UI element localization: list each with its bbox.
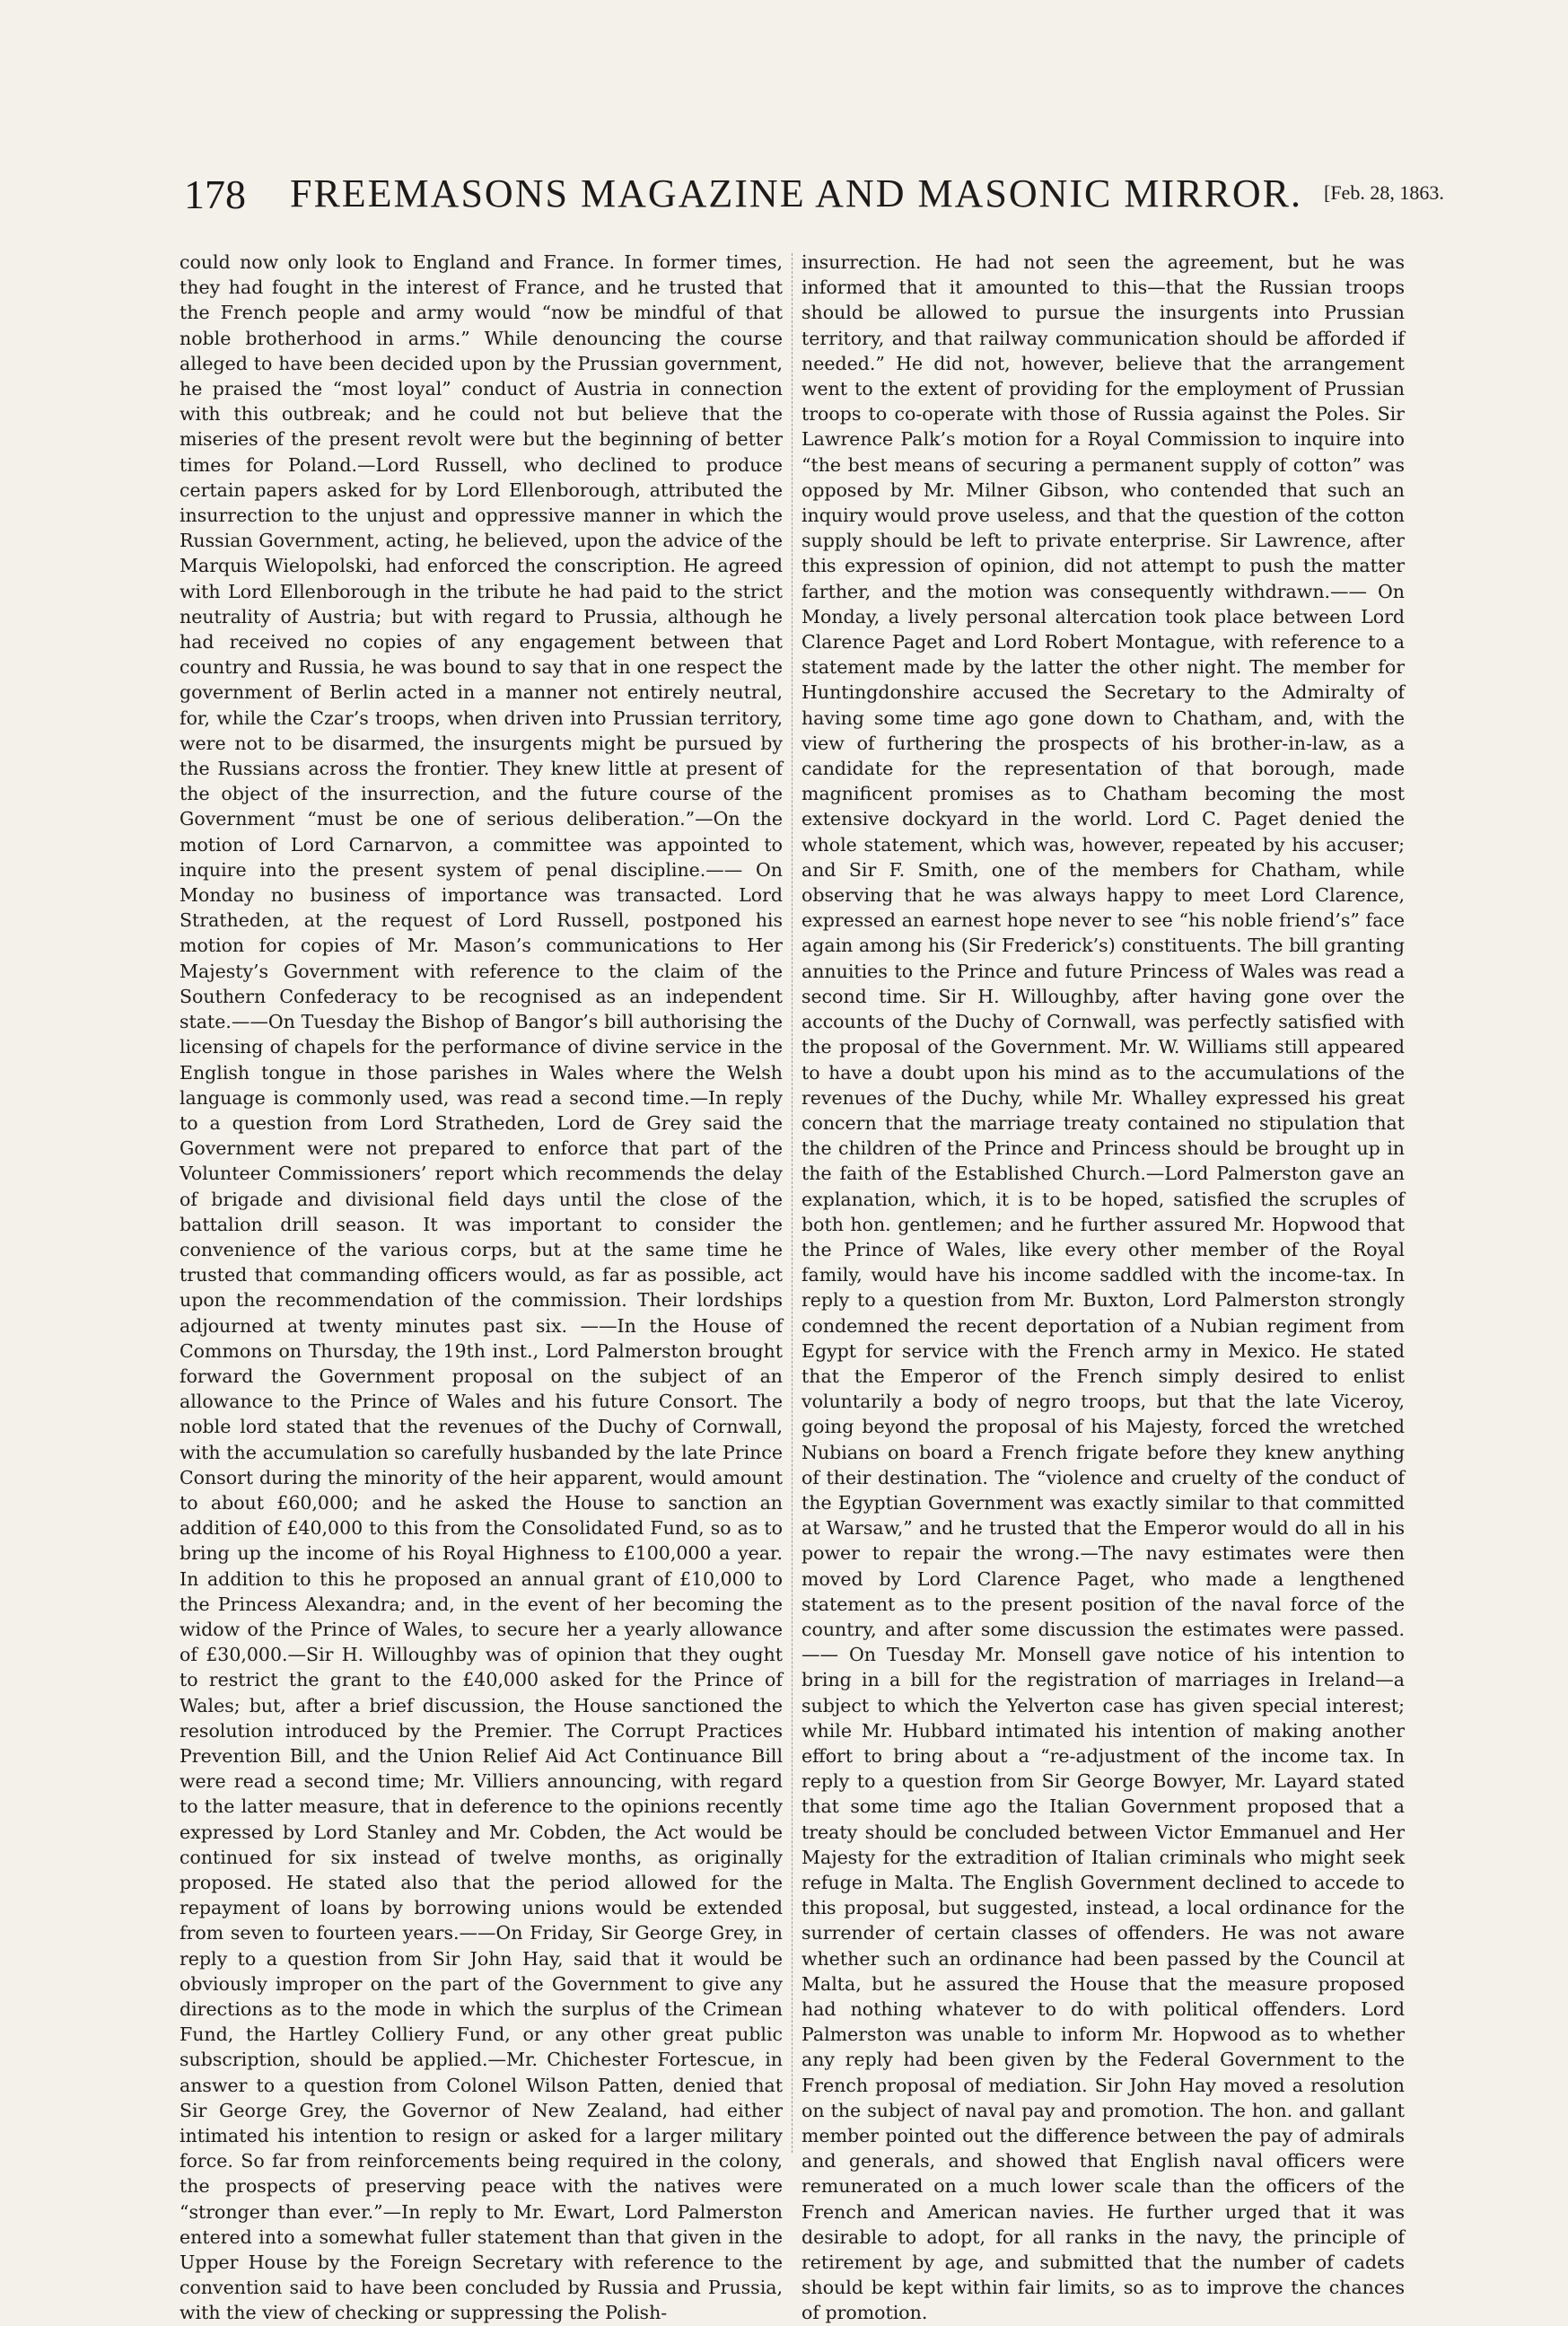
masthead-title: FREEMASONS MAGAZINE AND MASONIC MIRROR. [289,171,1302,215]
left-column [180,250,783,2324]
page-header [0,171,1568,224]
issue-date: [Feb. 28, 1863. [1324,181,1444,204]
right-column-text: insurrection. He had not seen the agreement, but he was informed that it amounted to this—that the Russian troops should be allowed to pursue the insurgents into Prussian territory, and that railway communication should be afforded if needed.” He did not, however, believe that the arrangement went to the extent of providing for the employment of Prussian troops to co-operate with those of Russia against the Poles. Sir Lawrence Palk’s motion for a Royal Commission to inquire into “the best means of securing a permanent supply of cotton” was opposed by Mr. Milner Gibson, who contended that such an inquiry would prove useless, and that the question of the cotton supply should be left to private enterprise. Sir Lawrence, after this expression of opinion, did not attempt to push the matter farther, and the motion was consequently withdrawn.—— On Monday, a lively personal altercation took place between Lord Clarence Paget and Lord Robert Montague, with reference to a statement made by the latter the other night. The member for Huntingdonshire accused the Secretary to the Admiralty of having some time ago gone down to Chatham, and, with the view of furthering the prospects of his brother-in-law, as a candidate for the representation of that borough, made magnificent promises as to Chatham becoming the most extensive dockyard in the world. Lord C. Paget denied the whole statement, which was, however, repeated by his accuser; and Sir F. Smith, one of the members for Chatham, while observing that he was always happy to meet Lord Clarence, expressed an earnest hope never to see “his noble friend’s” face again among his (Sir Frederick’s) constituents. The bill granting annuities to the Prince and future Princess of Wales was read a second time. Sir H. Willoughby, after having gone over the accounts of the Duchy of Cornwall, was perfectly satisfied with the proposal of the Government. Mr. W. Williams still appeared to have a doubt upon his mind as to the accumulations of the revenues of the Duchy, while Mr. Whalley expressed his great concern that the marriage treaty contained no stipulation that the children of the Prince and Princess should be brought up in the faith of the Established Church.—Lord Palmerston gave an explanation, which, it is to be hoped, satisfied the scruples of both hon. gentlemen; and he further assured Mr. Hopwood that the Prince of Wales, like every other member of the Royal family, would have his income saddled with the income-tax. In reply to a question from Mr. Buxton, Lord Palmerston strongly condemned the recent deportation of a Nubian regiment from Egypt for service with the French army in Mexico. He stated that the Emperor of the French simply desired to enlist voluntarily a body of negro troops, but that the late Viceroy, going beyond the proposal of his Majesty, forced the wretched Nubians on board a French frigate before they knew anything of their destination. The “violence and cruelty of the conduct of the Egyptian Government was exactly similar to that committed at Warsaw,” and he trusted that the Emperor would do all in his power to repair the wrong.—The navy estimates were then moved by Lord Clarence Paget, who made a lengthened statement as to the present position of the naval force of the country, and after some discussion the estimates were passed.—— On Tuesday Mr. Monsell gave notice of his intention to bring in a bill for the registration of marriages in Ireland—a subject to which the Yelverton case has given special interest; while Mr. Hubbard intimated his intention of making another effort to bring about a “re-adjustment of the income tax. In reply to a question from Sir George Bowyer, Mr. Layard stated that some time ago the Italian Government proposed that a treaty should be concluded between Victor Emmanuel and Her Majesty for the extradition of Italian criminals who might seek refuge in Malta. The English Government declined to accede to this proposal, but suggested, instead, a local ordinance for the surrender of certain classes of offenders. He was not aware whether such an ordinance had been passed by the Council at Malta, but he assured the House that the measure proposed had nothing whatever to do with political offenders. Lord Palmerston was unable to inform Mr. Hopwood as to whether any reply had been given by the Federal Government to the French proposal of mediation. Sir John Hay moved a resolution on the subject of naval pay and promotion. The hon. and gallant member pointed out the difference between the pay of admirals and generals, and showed that English naval officers were remunerated on a much lower scale than the officers of the French and American navies. He further urged that it was desirable to adopt, for all ranks in the navy, the principle of retirement by age, and submitted that the number of cadets should be kept within fair limits, so as to improve the chances of promotion. [802,251,1405,2324]
page-number: 178 [184,171,246,217]
left-column-text: could now only look to England and France. In former times, they had fought in the interest of France, and he trusted that the French people and army would “now be mindful of that noble brotherhood in arms.” While denouncing the course alleged to have been decided upon by the Prussian government, he praised the “most loyal” conduct of Austria in connection with this outbreak; and he could not but believe that the miseries of the present revolt were but the beginning of better times for Poland.—Lord Russell, who declined to produce certain papers asked for by Lord Ellenborough, attributed the insurrection to the unjust and oppressive manner in which the Russian Government, acting, he believed, upon the advice of the Marquis Wielopolski, had enforced the conscription. He agreed with Lord Ellenborough in the tribute he had paid to the strict neutrality of Austria; but with regard to Prussia, although he had received no copies of any engagement between that country and Russia, he was bound to say that in one respect the government of Berlin acted in a manner not entirely neutral, for, while the Czar’s troops, when driven into Prussian territory, were not to be disarmed, the insurgents might be pursued by the Russians across the frontier. They knew little at present of the object of the insurrection, and the future course of the Government “must be one of serious deliberation.”—On the motion of Lord Carnarvon, a committee was appointed to inquire into the present system of penal discipline.—— On Monday no business of importance was transacted. Lord Stratheden, at the request of Lord Russell, postponed his motion for copies of Mr. Mason’s communications to Her Majesty’s Government with reference to the claim of the Southern Confederacy to be recognised as an independent state.——On Tuesday the Bishop of Bangor’s bill authorising the licensing of chapels for the performance of divine service in the English tongue in those parishes in Wales where the Welsh language is commonly used, was read a second time.—In reply to a question from Lord Stratheden, Lord de Grey said the Government were not prepared to enforce that part of the Volunteer Commissioners’ report which recommends the delay of brigade and divisional field days until the close of the battalion drill season. It was important to consider the convenience of the various corps, but at the same time he trusted that commanding officers would, as far as possible, act upon the recommendation of the commission. Their lordships adjourned at twenty minutes past six. ——In the House of Commons on Thursday, the 19th inst., Lord Palmerston brought forward the Government proposal on the subject of an allowance to the Prince of Wales and his future Consort. The noble lord stated that the revenues of the Duchy of Cornwall, with the accumulation so carefully husbanded by the late Prince Consort during the minority of the heir apparent, would amount to about £60,000; and he asked the House to sanction an addition of £40,000 to this from the Consolidated Fund, so as to bring up the income of his Royal Highness to £100,000 a year. In addition to this he proposed an annual grant of £10,000 to the Princess Alexandra; and, in the event of her becoming the widow of the Prince of Wales, to secure her a yearly allowance of £30,000.—Sir H. Willoughby was of opinion that they ought to restrict the grant to the £40,000 asked for the Prince of Wales; but, after a brief discussion, the House sanctioned the resolution introduced by the Premier. The Corrupt Practices Prevention Bill, and the Union Relief Aid Act Continuance Bill were read a second time; Mr. Villiers announcing, with regard to the latter measure, that in deference to the opinions recently expressed by Lord Stanley and Mr. Cobden, the Act would be continued for six instead of twelve months, as originally proposed. He stated also that the period allowed for the repayment of loans by borrowing unions would be extended from seven to fourteen years.——On Friday, Sir George Grey, in reply to a question from Sir John Hay, said that it would be obviously improper on the part of the Government to give any directions as to the mode in which the surplus of the Crimean Fund, the Hartley Colliery Fund, or any other great public subscription, should be applied.—Mr. Chichester Fortescue, in answer to a question from Colonel Wilson Patten, denied that Sir George Grey, the Governor of New Zealand, had either intimated his intention to resign or asked for a larger military force. So far from reinforcements being required in the colony, the prospects of preserving peace with the natives were “stronger than ever.”—In reply to Mr. Ewart, Lord Palmerston entered into a somewhat fuller statement than that given in the Upper House by the Foreign Secretary with reference to the convention said to have been concluded by Russia and Prussia, with the view of checking or suppressing the Polish- [180,251,783,2324]
column-divider [792,253,793,2153]
right-column [802,250,1405,2324]
article-columns [180,250,1405,2324]
